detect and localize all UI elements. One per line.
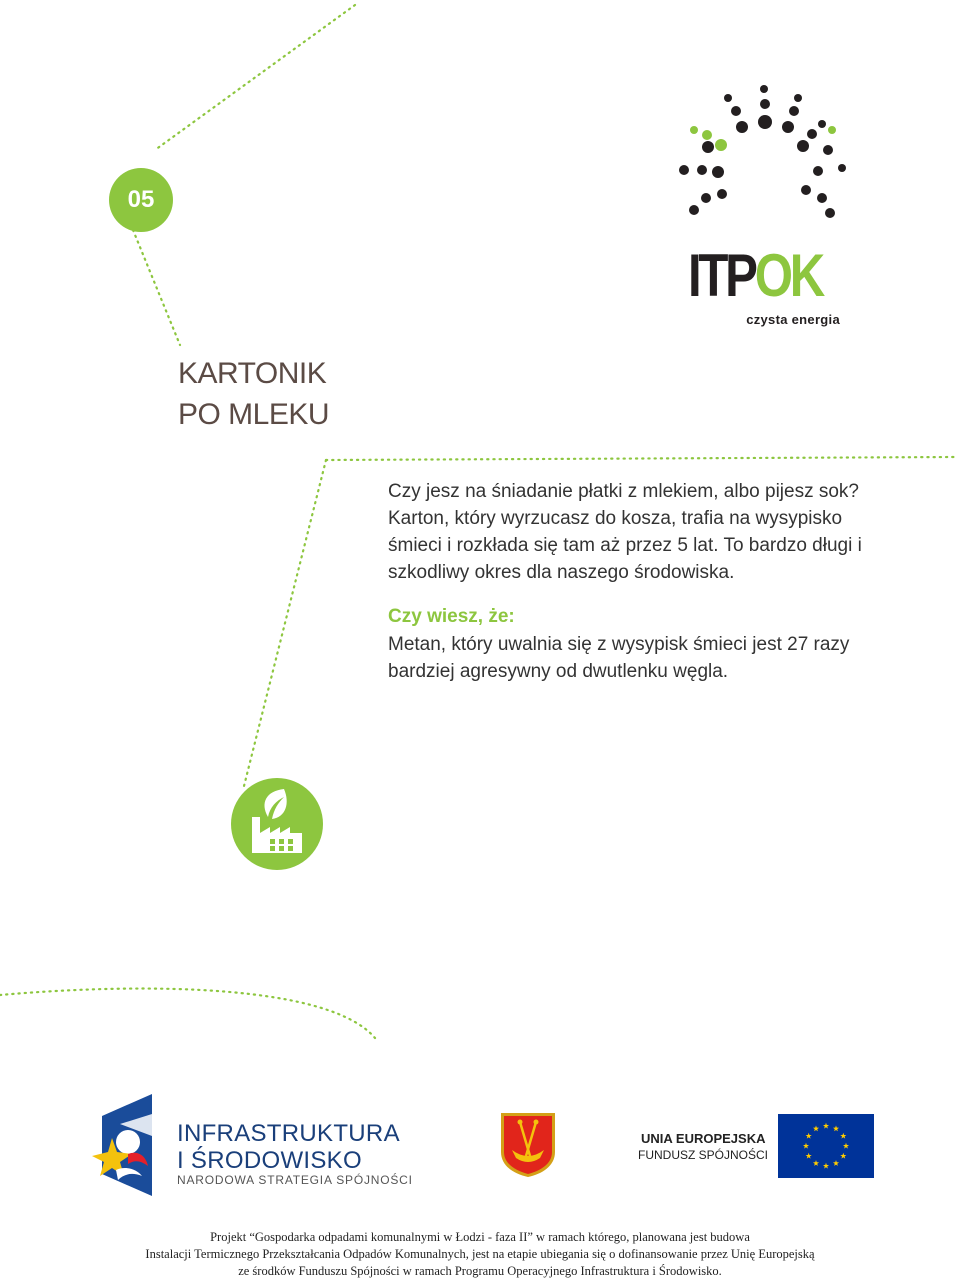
infrastruktura-subtitle: I ŚRODOWISKO [177,1147,362,1174]
eu-title: UNIA EUROPEJSKA [641,1131,766,1146]
logo-tagline: czysta energia [746,312,840,327]
infrastruktura-title: INFRASTRUKTURA [177,1120,400,1147]
itpok-logo-wordmark [688,242,822,309]
footer-line2: Instalacji Termicznego Przekształcania Odpadów Komunalnych, jest na etapie ubiegania się o dofinansowanie przez Unię Europejską [145,1247,815,1261]
itpok-logo-dots [670,80,860,225]
body-paragraph: Czy jesz na śniadanie płatki z mlekiem, albo pijesz sok? Karton, który wyrzucasz do kosza, trafia na wysypisko śmieci i rozkłada się tam aż przez 5 lat. To bardzo długi i szkodliwy okres dla naszego środowiska. [388,481,862,583]
page-title-line2: PO MLEKU [178,398,330,431]
page-title-line1: KARTONIK [178,357,327,390]
infrastruktura-tagline: NARODOWA STRATEGIA SPÓJNOŚCI [177,1173,413,1187]
fact-text: Metan, który uwalnia się z wysypisk śmieci jest 27 razy bardziej agresywny od dwutlenku węgla. [388,634,850,682]
eu-fund-name: FUNDUSZ SPÓJNOŚCI [638,1148,769,1162]
page-title [178,353,478,435]
logo-word-dark: ITP [688,242,755,309]
page-number-badge: 05 [109,168,173,232]
eco-factory-icon [230,777,324,871]
footer-line1: Projekt “Gospodarka odpadami komunalnymi w Łodzi - faza II” w ramach którego, planowana jest budowa [210,1230,750,1244]
footer-line3: ze środków Funduszu Spójności w ramach Programu Operacyjnego Infrastruktura i Środowisko. [238,1264,722,1278]
footer-note [0,1229,960,1280]
logo-word-green: OK [754,242,822,309]
eu-flag-icon [778,1114,874,1178]
coat-of-arms-icon [500,1112,556,1178]
infrastruktura-logo-icon [92,1094,154,1196]
fact-label: Czy wiesz, że: [388,606,515,627]
